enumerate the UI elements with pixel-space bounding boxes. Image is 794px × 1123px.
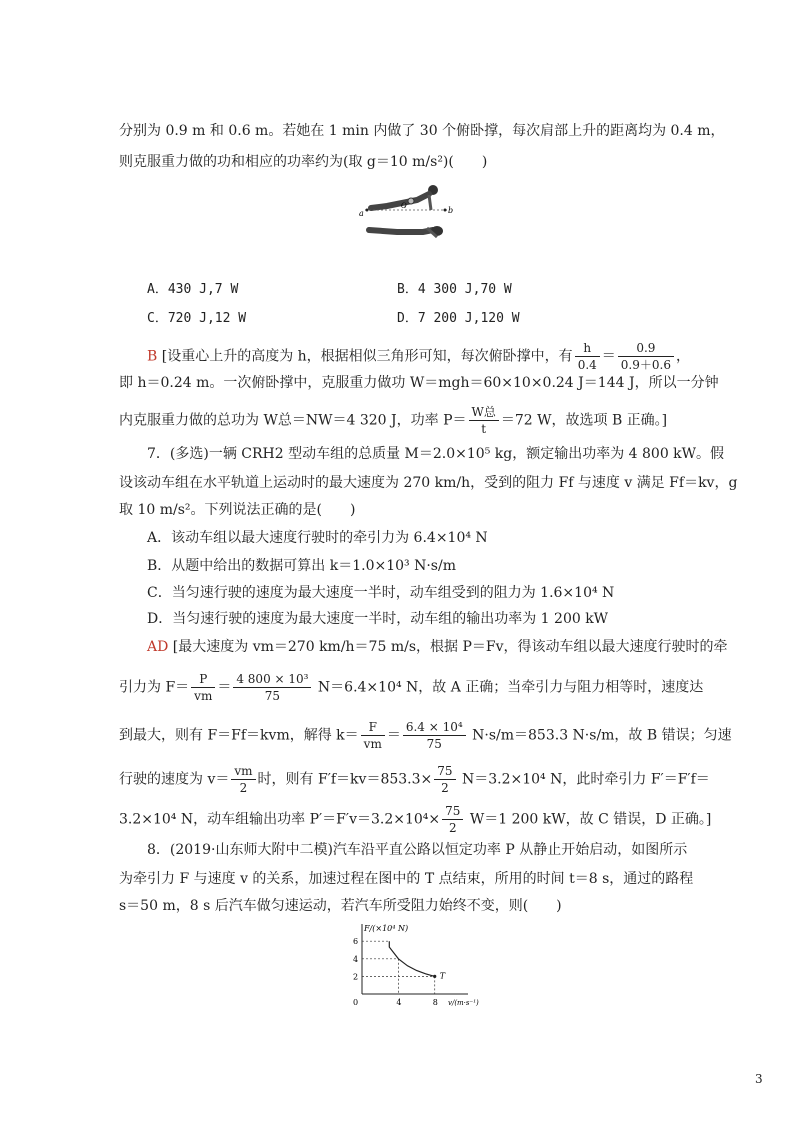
q7-solution-text-5a: 3.2×10⁴ N，动车组输出功率 P′＝F′v＝3.2×10⁴× <box>119 811 441 828</box>
q7-fraction-k <box>403 719 466 752</box>
q7-fraction-fv <box>361 719 385 752</box>
q6-solution-comma: ， <box>675 348 690 365</box>
q7-line-1: 7．(多选)一辆 CRH2 型动车组的总质量 M＝2.0×10⁵ kg，额定输出功率为 4 800 kW。假 <box>147 446 725 462</box>
athlete-body-top <box>371 194 429 208</box>
y-tick-label: 2 <box>353 972 359 982</box>
frac-num: P <box>191 671 215 688</box>
frac-num: W总 <box>469 404 499 421</box>
x-tick-label: 0 <box>353 998 359 1007</box>
frac-num: 6.4 × 10⁴ <box>403 719 466 736</box>
q7-solution-text-4a: 行驶的速度为 v＝ <box>119 771 230 788</box>
frac-den: 0.9＋0.6 <box>620 358 671 372</box>
q7-solution-line-3: 到最大，则有 F＝Ff＝kvm，解得 k＝ $\frac{F}{vm}$ ＝ $\frac{\text{6.4 × 10⁴}}{75}$ N·s/m＝853.3 N·s/m，故 B 错误；匀速 <box>119 720 732 751</box>
q7-solution-line-5 <box>119 803 711 836</box>
q7-solution-text-3b: N·s/m＝853.3 N·s/m，故 B 错误；匀速 <box>467 727 732 744</box>
q6-solution-line-3 <box>119 404 667 437</box>
q6-option-a: A．430 J,7 W <box>147 282 239 297</box>
force-velocity-chart <box>340 922 490 1008</box>
frac-num: h <box>575 340 600 357</box>
athlete-arm-top <box>429 195 431 210</box>
frac-den: 0.4 <box>577 358 597 372</box>
q6-solution-line-1 <box>147 340 690 373</box>
y-tick-label: 4 <box>353 954 359 964</box>
q7-fraction-half-v <box>231 763 255 796</box>
q6-fraction-ratio <box>618 340 674 373</box>
q6-solution-text-3b: ＝72 W，故选项 B 正确。] <box>500 412 668 429</box>
q6-solution-text-1: [设重心上升的高度为 h，根据相似三角形可知，每次俯卧撑中，有 <box>161 348 573 365</box>
frac-den: 75 <box>426 737 442 751</box>
frac-num: F <box>361 719 385 736</box>
q7-option-d: D．当匀速行驶的速度为最大速度一半时，动车组的输出功率为 1 200 kW <box>147 611 609 627</box>
q7-solution-line-4 <box>119 763 710 796</box>
y-axis-label: F/(×10⁴ N) <box>364 924 409 933</box>
q7-solution-text-5b: W＝1 200 kW，故 C 错误，D 正确。] <box>465 811 712 828</box>
q7-solution-text-1: [最大速度为 vm＝270 km/h＝75 m/s，根据 P＝Fv，得该动车组以最大速度行驶时的牵 <box>172 639 728 655</box>
q6-fraction-h <box>575 340 600 373</box>
q7-line-2: 设该动车组在水平轨道上运动时的最大速度为 270 km/h，受到的阻力 Ff 与速度 v 满足 Ff＝kv，g <box>119 475 738 491</box>
q6-option-b: B．4 300 J,70 W <box>397 282 512 297</box>
frac-den: 2 <box>441 781 449 795</box>
frac-num: 4 800 × 10³ <box>233 671 311 688</box>
q6-solution-line-2: 即 h＝0.24 m。一次俯卧撑中，克服重力做功 W＝mgh＝60×10×0.24 J＝144 J，所以一分钟 <box>119 375 719 391</box>
q8-line-3: s＝50 m，8 s 后汽车做匀速运动，若汽车所受阻力始终不变，则( ) <box>119 898 562 914</box>
q7-fraction-pv <box>191 671 215 704</box>
label-b: b <box>448 206 453 215</box>
frac-num: 75 <box>442 803 463 820</box>
q7-fraction-75-2 <box>434 763 455 796</box>
x-tick-label: 4 <box>396 998 402 1007</box>
chart-axes <box>353 924 479 1007</box>
q6-answer-letter: B <box>147 348 158 365</box>
point-b <box>444 209 447 212</box>
athlete-emblem <box>408 198 414 204</box>
frac-den: vm <box>363 737 382 751</box>
frac-den: 2 <box>239 781 248 795</box>
q7-solution-text-4c: N＝3.2×10⁴ N，此时牵引力 F′＝F′f＝ <box>457 771 710 788</box>
q7-fraction-75-2b <box>442 803 463 836</box>
q6-line-2: 则克服重力做的功和相应的功率约为(取 g＝10 m/s²)( ) <box>119 154 488 170</box>
q7-option-a: A．该动车组以最大速度行驶时的牵引力为 6.4×10⁴ N <box>147 530 488 546</box>
q7-option-b: B．从题中给出的数据可算出 k＝1.0×10³ N·s/m <box>147 558 456 574</box>
series-curve <box>389 941 434 976</box>
frac-den: vm <box>194 689 213 703</box>
point-t-label: T <box>439 971 446 981</box>
q7-solution-text-2b: N＝6.4×10⁴ N，故 A 正确；当牵引力与阻力相等时，速度达 <box>313 679 704 696</box>
q7-option-c: C．当匀速行驶的速度为最大速度一半时，动车组受到的阻力为 1.6×10⁴ N <box>147 585 615 601</box>
equals-sign: ＝ <box>601 348 616 365</box>
q8-line-1: 8．(2019·山东师大附中二模)汽车沿平直公路以恒定功率 P 从静止开始启动，如图所示 <box>147 842 688 858</box>
x-axis-label: v/(m·s⁻¹) <box>448 999 479 1007</box>
page-number: 3 <box>755 1072 763 1086</box>
q6-solution-text-3: 内克服重力做的总功为 W总＝NW＝4 320 J，功率 P＝ <box>119 412 467 429</box>
point-a <box>366 209 369 212</box>
q7-solution-text-3a: 到最大，则有 F＝Ff＝kvm，解得 k＝ <box>119 727 359 744</box>
label-a: a <box>359 209 364 218</box>
point-t <box>433 975 436 978</box>
q7-answer-letter: AD <box>147 639 169 655</box>
athlete-body-bottom <box>369 230 433 232</box>
frac-num: 0.9 <box>618 340 674 357</box>
q7-solution-text-4b: 时，则有 F′f＝kv＝853.3× <box>257 771 433 788</box>
q7-solution-text-2a: 引力为 F＝ <box>119 679 190 696</box>
q8-line-2: 为牵引力 F 与速度 v 的关系，加速过程在图中的 T 点结束，所用的时间 t＝8 s，通过的路程 <box>119 871 694 887</box>
y-tick-label: 6 <box>353 937 359 947</box>
q7-solution-line-2: 引力为 F＝ $\frac{P}{vm}$ ＝ $\frac{\text{4 800 × 10³}}{75}$ N＝6.4×10⁴ N，故 A 正确；当牵引力与阻力相等时，速度达 <box>119 672 704 703</box>
label-o: O <box>401 202 407 210</box>
q6-line-1: 分别为 0.9 m 和 0.6 m。若她在 1 min 内做了 30 个俯卧撑，每次肩部上升的距离均为 0.4 m， <box>119 123 725 139</box>
frac-den: 2 <box>448 821 457 835</box>
chart-marks <box>362 941 446 994</box>
x-tick-label: 8 <box>432 998 438 1007</box>
q7-line-3: 取 10 m/s²。下列说法正确的是( ) <box>119 502 356 518</box>
q7-solution-line-1 <box>147 637 728 657</box>
q7-fraction-value <box>233 671 311 704</box>
frac-den: 75 <box>264 689 281 703</box>
q6-fraction-power <box>469 404 499 437</box>
frac-den: t <box>481 422 487 436</box>
q6-option-d: D．7 200 J,120 W <box>397 311 520 326</box>
pushup-figure <box>357 180 453 242</box>
frac-num: vm <box>231 763 255 780</box>
q6-option-c: C．720 J,12 W <box>147 311 247 326</box>
frac-num: 75 <box>434 763 455 780</box>
